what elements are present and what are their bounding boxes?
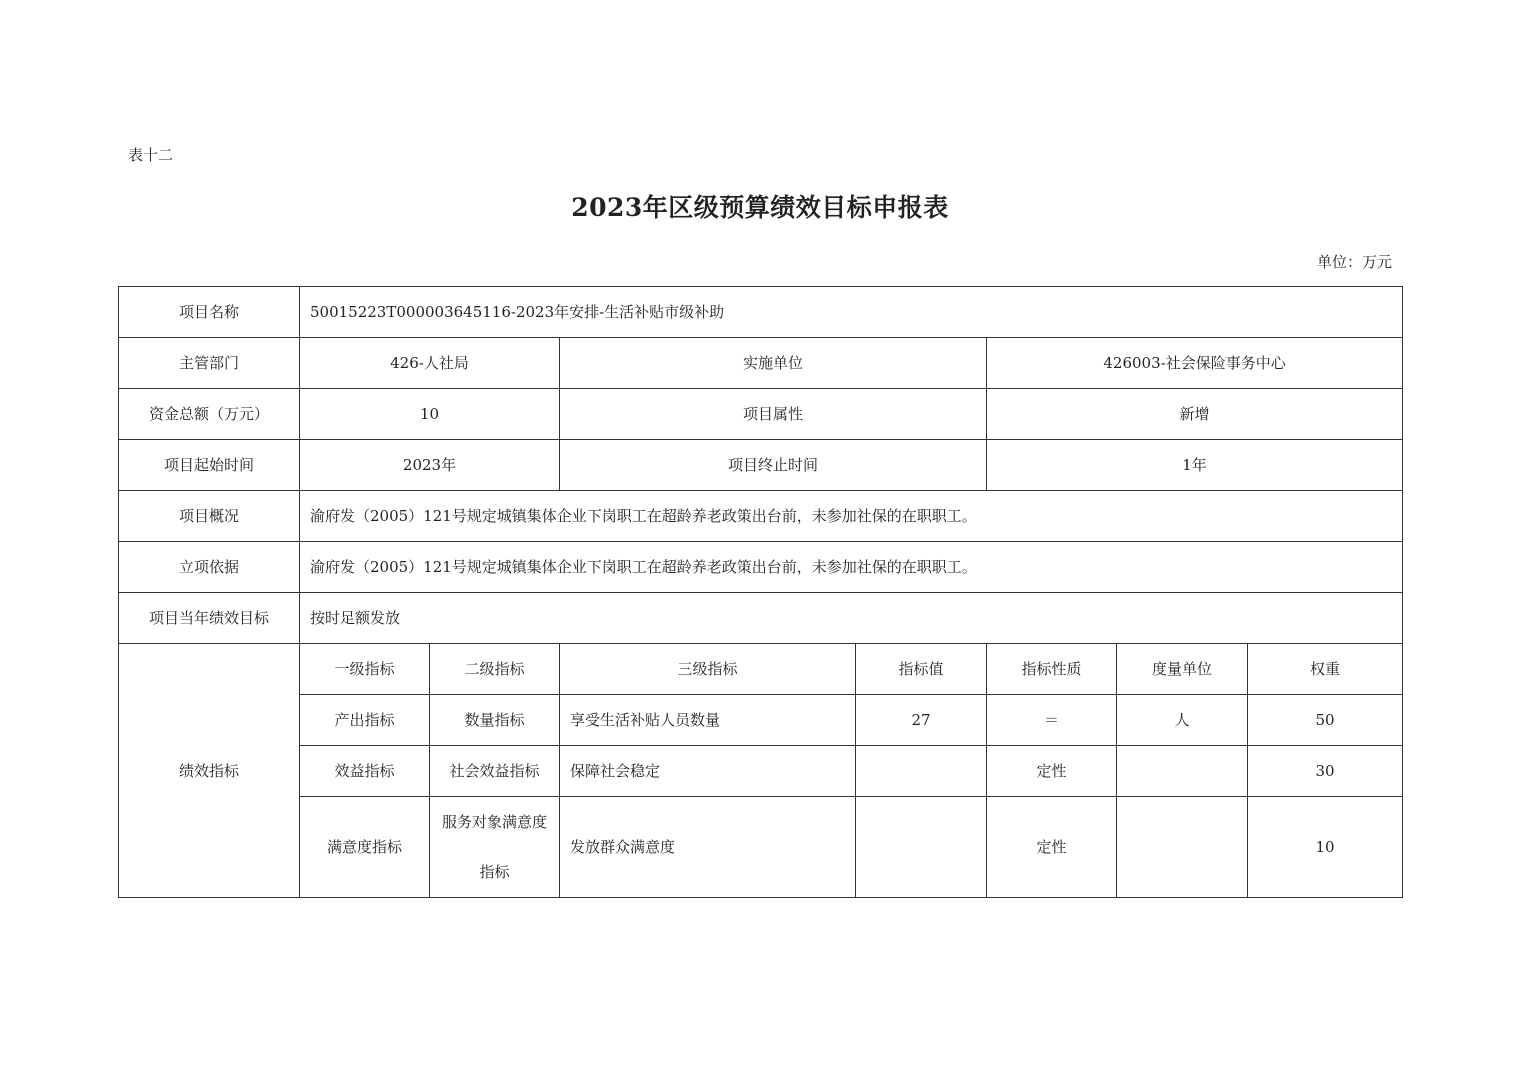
weight-cell: 10 xyxy=(1248,797,1403,898)
performance-form-table xyxy=(118,286,1403,898)
impl-value: 426003-社会保险事务中心 xyxy=(987,338,1403,389)
dept-value: 426-人社局 xyxy=(300,338,560,389)
row-overview xyxy=(119,491,1403,542)
unit-cell xyxy=(1117,746,1248,797)
level1-cell: 产出指标 xyxy=(300,695,430,746)
project-name-value: 50015223T000003645116-2023年安排-生活补贴市级补助 xyxy=(300,287,1403,338)
header-level1: 一级指标 xyxy=(300,644,430,695)
header-level3: 三级指标 xyxy=(560,644,856,695)
unit-note: 单位：万元 xyxy=(1316,253,1392,271)
row-project-name xyxy=(119,287,1403,338)
header-value: 指标值 xyxy=(856,644,987,695)
level3-cell: 发放群众满意度 xyxy=(560,797,856,898)
nature-cell: ＝ xyxy=(987,695,1117,746)
indicators-section-label: 绩效指标 xyxy=(119,644,300,898)
row-time xyxy=(119,440,1403,491)
level2-cell: 社会效益指标 xyxy=(430,746,560,797)
basis-value: 渝府发（2005）121号规定城镇集体企业下岗职工在超龄养老政策出台前，未参加社保的在职职工。 xyxy=(300,542,1403,593)
header-level2: 二级指标 xyxy=(430,644,560,695)
end-value: 1年 xyxy=(987,440,1403,491)
level3-cell: 享受生活补贴人员数量 xyxy=(560,695,856,746)
project-name-label: 项目名称 xyxy=(119,287,300,338)
level3-cell: 保障社会稳定 xyxy=(560,746,856,797)
impl-label: 实施单位 xyxy=(560,338,987,389)
page-title: 2023年区级预算绩效目标申报表 xyxy=(571,193,949,222)
value-cell xyxy=(856,797,987,898)
goal-label: 项目当年绩效目标 xyxy=(119,593,300,644)
overview-value: 渝府发（2005）121号规定城镇集体企业下岗职工在超龄养老政策出台前，未参加社保的在职职工。 xyxy=(300,491,1403,542)
total-label: 资金总额（万元） xyxy=(119,389,300,440)
level2-cell: 数量指标 xyxy=(430,695,560,746)
weight-cell: 30 xyxy=(1248,746,1403,797)
start-value: 2023年 xyxy=(300,440,560,491)
end-label: 项目终止时间 xyxy=(560,440,987,491)
indicator-row xyxy=(119,695,1403,746)
row-goal xyxy=(119,593,1403,644)
header-nature: 指标性质 xyxy=(987,644,1117,695)
goal-value: 按时足额发放 xyxy=(300,593,1403,644)
indicator-row xyxy=(119,797,1403,898)
attr-value: 新增 xyxy=(987,389,1403,440)
start-label: 项目起始时间 xyxy=(119,440,300,491)
nature-cell: 定性 xyxy=(987,746,1117,797)
unit-cell: 人 xyxy=(1117,695,1248,746)
attr-label: 项目属性 xyxy=(560,389,987,440)
header-weight: 权重 xyxy=(1248,644,1403,695)
table-number: 表十二 xyxy=(128,146,174,164)
indicator-header-row xyxy=(119,644,1403,695)
nature-cell: 定性 xyxy=(987,797,1117,898)
value-cell: 27 xyxy=(856,695,987,746)
total-value: 10 xyxy=(300,389,560,440)
weight-cell: 50 xyxy=(1248,695,1403,746)
basis-label: 立项依据 xyxy=(119,542,300,593)
row-basis xyxy=(119,542,1403,593)
indicator-row xyxy=(119,746,1403,797)
unit-cell xyxy=(1117,797,1248,898)
level1-cell: 满意度指标 xyxy=(300,797,430,898)
level1-cell: 效益指标 xyxy=(300,746,430,797)
header-unit: 度量单位 xyxy=(1117,644,1248,695)
level2-cell: 服务对象满意度指标 xyxy=(430,797,560,898)
dept-label: 主管部门 xyxy=(119,338,300,389)
overview-label: 项目概况 xyxy=(119,491,300,542)
value-cell xyxy=(856,746,987,797)
row-department xyxy=(119,338,1403,389)
row-total xyxy=(119,389,1403,440)
